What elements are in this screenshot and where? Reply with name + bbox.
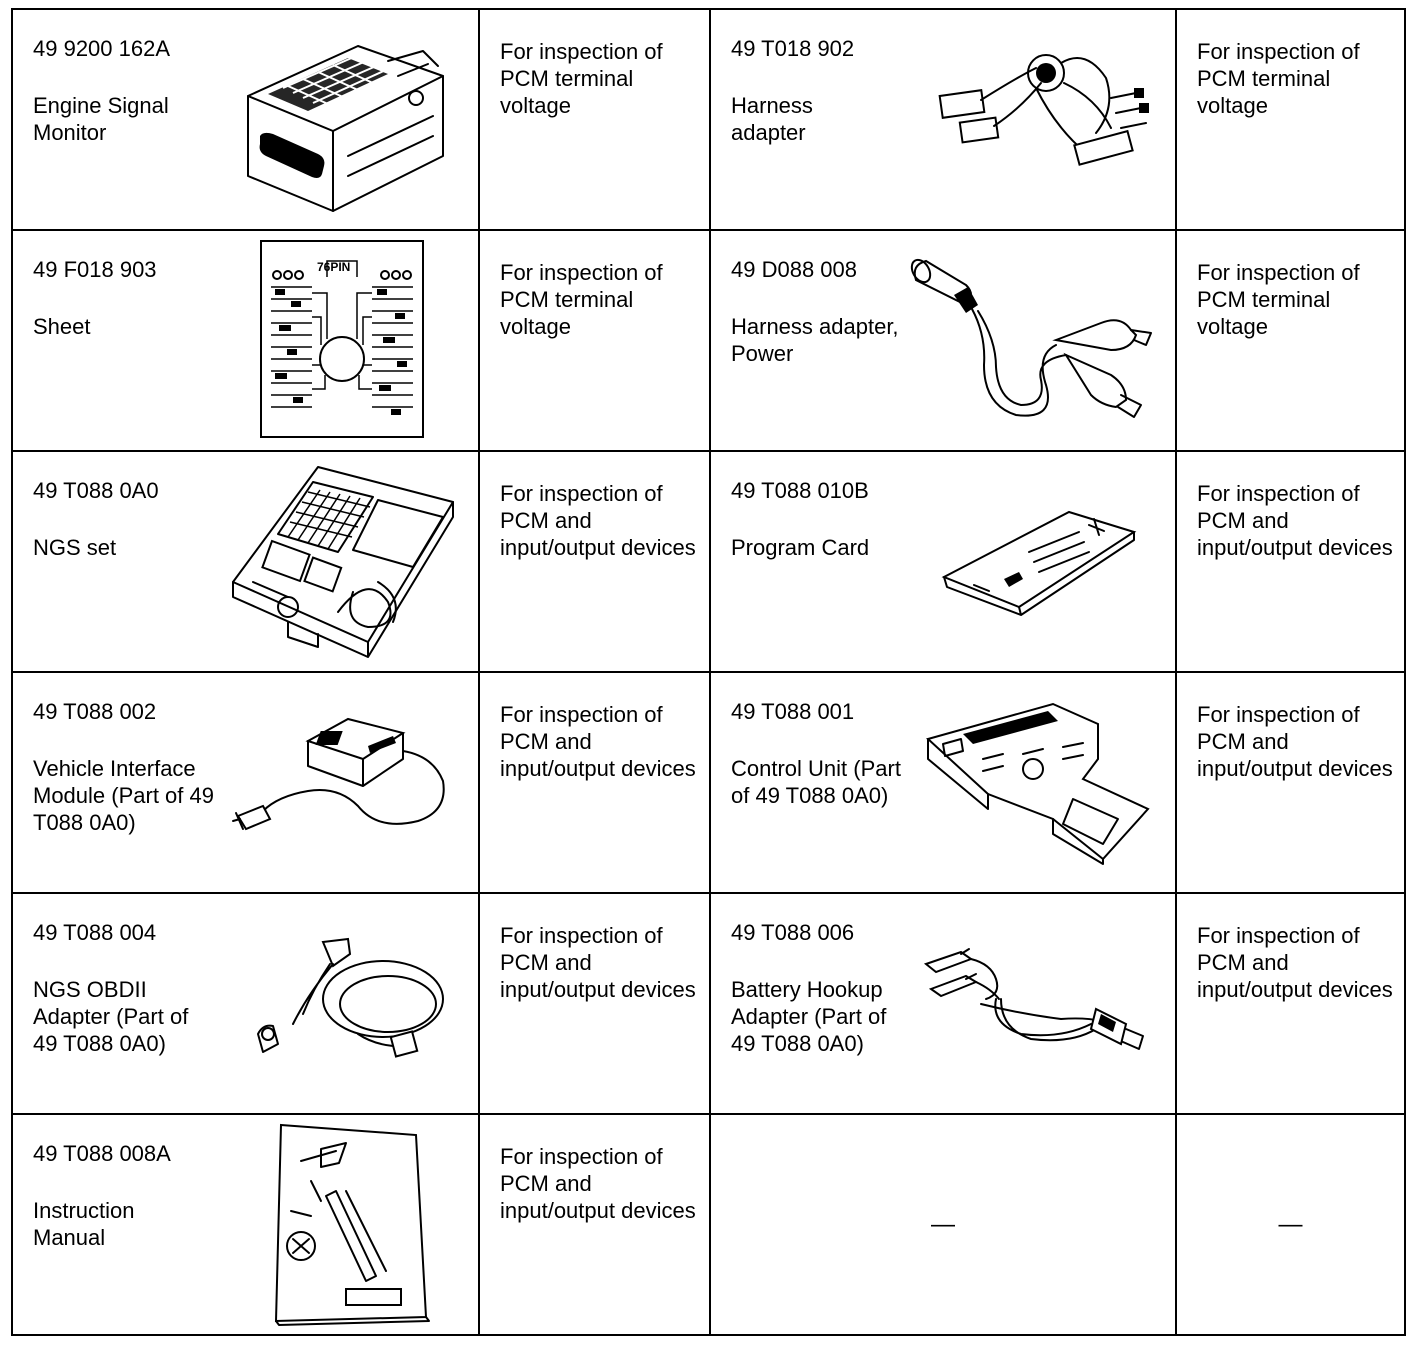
tool-cell [12, 9, 479, 230]
tool-purpose: For inspection of PCM and input/output devices [1197, 923, 1393, 1002]
tool-number: 49 9200 162A [33, 36, 171, 61]
tool-purpose: For inspection of PCM terminal voltage [1197, 39, 1360, 118]
empty-dash: — [931, 1210, 955, 1238]
empty-dash: — [1278, 1210, 1303, 1238]
tool-number: 49 F018 903 [33, 257, 157, 282]
tool-purpose: For inspection of PCM and input/output devices [500, 481, 696, 560]
tool-number: 49 T018 902 [731, 36, 855, 61]
tool-purpose: For inspection of PCM terminal voltage [500, 260, 663, 339]
tool-name: Control Unit (Part of 49 T088 0A0) [731, 756, 901, 808]
purpose-cell [479, 230, 710, 451]
table-row [12, 230, 1405, 451]
purpose-cell [1176, 9, 1405, 230]
tool-name: Vehicle Interface Module (Part of 49 T088 0A0) [33, 756, 214, 835]
purpose-cell [1176, 230, 1405, 451]
tool-name: Battery Hookup Adapter (Part of 49 T088 0A0) [731, 977, 887, 1056]
table-row [12, 451, 1405, 672]
tool-number: 49 T088 008A [33, 1141, 171, 1166]
sheet-pin-label: 76PIN [317, 260, 351, 274]
tool-number: 49 T088 0A0 [33, 478, 159, 503]
tool-purpose: For inspection of PCM and input/output devices [1197, 481, 1393, 560]
ngs-set-case-icon [228, 462, 458, 664]
battery-hookup-adapter-icon [921, 944, 1151, 1074]
purpose-cell [1176, 672, 1405, 893]
empty-cell [1176, 1114, 1405, 1335]
tool-number: 49 T088 006 [731, 920, 855, 945]
tool-number: 49 T088 010B [731, 478, 869, 503]
tool-number: 49 T088 004 [33, 920, 157, 945]
tool-purpose: For inspection of PCM terminal voltage [1197, 260, 1360, 339]
vehicle-interface-module-icon [228, 711, 458, 851]
tool-number: 49 T088 001 [731, 699, 855, 724]
purpose-cell [1176, 893, 1405, 1114]
table-row [12, 893, 1405, 1114]
purpose-cell [479, 9, 710, 230]
tool-cell [710, 9, 1176, 230]
obdii-adapter-icon [238, 934, 448, 1074]
tool-cell [12, 1114, 479, 1335]
tool-purpose: For inspection of PCM terminal voltage [500, 39, 663, 118]
table-row [12, 9, 1405, 230]
tool-cell [710, 451, 1176, 672]
sheet-icon [257, 237, 427, 441]
tool-number: 49 D088 008 [731, 257, 857, 282]
empty-cell [710, 1114, 1176, 1335]
tool-name: NGS OBDII Adapter (Part of 49 T088 0A0) [33, 977, 189, 1056]
table-row [12, 1114, 1405, 1335]
table-row [12, 672, 1405, 893]
power-harness-adapter-icon [906, 255, 1166, 425]
tool-name: Instruction Manual [33, 1198, 135, 1250]
instruction-manual-icon [251, 1121, 436, 1327]
special-tools-table [11, 8, 1406, 1336]
control-unit-icon [923, 699, 1163, 869]
tool-purpose: For inspection of PCM and input/output devices [500, 702, 696, 781]
purpose-cell [479, 451, 710, 672]
purpose-cell [479, 893, 710, 1114]
program-card-icon [939, 507, 1139, 617]
tool-name: Engine Signal Monitor [33, 93, 169, 145]
tool-cell [710, 672, 1176, 893]
purpose-cell [1176, 451, 1405, 672]
tool-number: 49 T088 002 [33, 699, 157, 724]
tool-name: Harness adapter [731, 93, 813, 145]
tool-cell [710, 893, 1176, 1114]
tool-name: NGS set [33, 535, 117, 560]
engine-signal-monitor-icon [238, 36, 453, 216]
purpose-cell [479, 1114, 710, 1335]
tool-purpose: For inspection of PCM and input/output devices [500, 1144, 696, 1223]
tool-cell [12, 893, 479, 1114]
tool-name: Program Card [731, 535, 870, 560]
tool-purpose: For inspection of PCM and input/output devices [1197, 702, 1393, 781]
harness-adapter-icon [936, 38, 1161, 188]
tool-purpose: For inspection of PCM and input/output devices [500, 923, 696, 1002]
tool-cell [12, 230, 479, 451]
purpose-cell [479, 672, 710, 893]
tool-name: Sheet [33, 314, 91, 339]
tool-cell [710, 230, 1176, 451]
tool-cell [12, 451, 479, 672]
tool-name: Harness adapter, Power [731, 314, 899, 366]
tool-cell [12, 672, 479, 893]
